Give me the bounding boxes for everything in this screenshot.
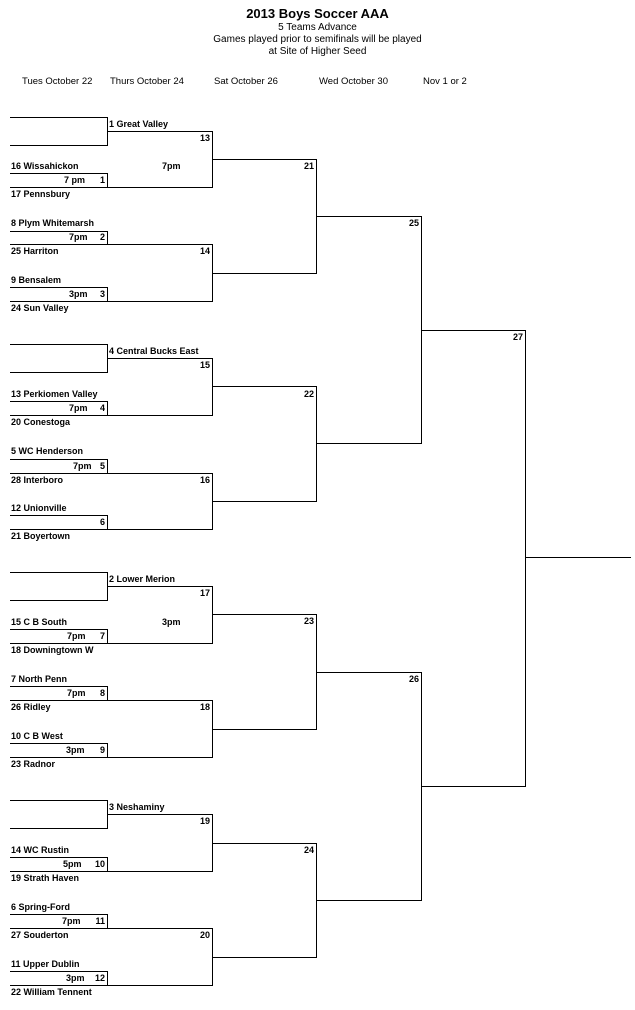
round-date-5: Nov 1 or 2 [423,76,467,87]
game-number: 3 [99,289,105,299]
subtitle-line-2: Games played prior to semifinals will be played [213,34,422,45]
game-number: 18 [199,702,210,712]
game-time: 3pm [66,973,85,983]
game-number: 13 [199,133,210,143]
game-time: 3pm [69,289,88,299]
team-seed-22: 22 William Tennent [11,987,92,997]
team-seed-19: 19 Strath Haven [11,873,80,883]
team-seed-14: 14 WC Rustin [11,845,70,855]
game-number: 17 [199,588,210,598]
game-number: 6 [99,517,105,527]
team-seed-24: 24 Sun Valley [11,303,69,313]
game-number: 20 [199,930,210,940]
subtitle-line-1: 5 Teams Advance [278,22,357,33]
subtitle-line-3: at Site of Higher Seed [268,46,367,57]
game-number: 12 [94,973,105,983]
game-number: 21 [303,161,314,171]
team-seed-11: 11 Upper Dublin [11,959,80,969]
game-time: 7pm [73,461,92,471]
game-number: 14 [199,246,210,256]
team-seed-20: 20 Conestoga [11,417,71,427]
team-seed-6: 6 Spring-Ford [11,902,70,912]
team-seed-25: 25 Harriton [11,246,59,256]
game-number: 4 [99,403,105,413]
team-seed-15: 15 C B South [11,617,68,627]
team-seed-28: 28 Interboro [11,475,64,485]
team-seed-7: 7 North Penn [11,674,68,684]
team-seed-4: 4 Central Bucks East [109,346,199,356]
game-number: 24 [303,845,314,855]
game-time: 5pm [63,859,82,869]
game-time: 7pm [69,232,88,242]
game-number: 5 [99,461,105,471]
team-seed-2: 2 Lower Merion [109,574,176,584]
game-time: 3pm [66,745,85,755]
team-seed-18: 18 Downingtown W [11,645,94,655]
team-seed-26: 26 Ridley [11,702,51,712]
game-number: 23 [303,616,314,626]
game-number: 16 [199,475,210,485]
team-seed-27: 27 Souderton [11,930,69,940]
round-date-4: Wed October 30 [319,76,389,87]
game-number: 19 [199,816,210,826]
game-number: 22 [303,389,314,399]
team-seed-1: 1 Great Valley [109,119,169,129]
game-number: 2 [99,232,105,242]
game-time: 7pm [162,161,181,171]
game-number: 11 [95,916,105,926]
team-seed-17: 17 Pennsbury [11,189,71,199]
team-seed-12: 12 Unionville [11,503,67,513]
game-number: 25 [408,218,419,228]
game-number: 1 [99,175,105,185]
team-seed-8: 8 Plym Whitemarsh [11,218,95,228]
game-time: 3pm [162,617,181,627]
team-seed-9: 9 Bensalem [11,275,62,285]
game-number: 10 [94,859,105,869]
game-number: 26 [408,674,419,684]
game-number: 7 [99,631,105,641]
team-seed-13: 13 Perkiomen Valley [11,389,98,399]
page-title: 2013 Boys Soccer AAA [246,6,389,21]
game-time: 7pm [67,688,86,698]
game-number: 15 [199,360,210,370]
round-date-3: Sat October 26 [214,76,278,87]
team-seed-10: 10 C B West [11,731,63,741]
round-date-2: Thurs October 24 [110,76,184,87]
team-seed-3: 3 Neshaminy [109,802,165,812]
game-time: 7pm [62,916,81,926]
game-time: 7pm [69,403,88,413]
game-time: 7pm [67,631,86,641]
team-seed-21: 21 Boyertown [11,531,71,541]
team-seed-16: 16 Wissahickon [11,161,79,171]
round-date-1: Tues October 22 [22,76,93,87]
game-number: 27 [512,332,523,342]
game-number: 8 [99,688,105,698]
game-time: 7 pm [64,175,86,185]
team-seed-23: 23 Radnor [11,759,56,769]
team-seed-5: 5 WC Henderson [11,446,84,456]
game-number: 9 [99,745,105,755]
